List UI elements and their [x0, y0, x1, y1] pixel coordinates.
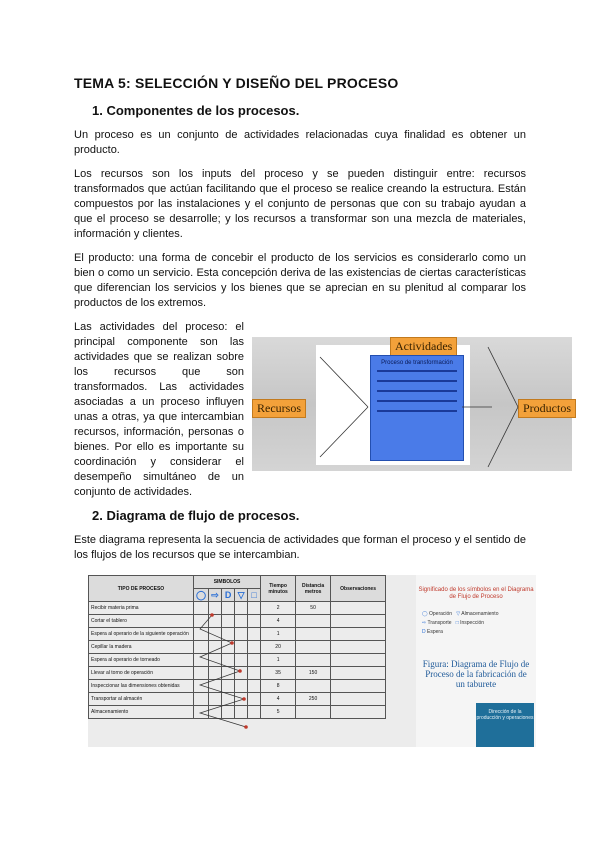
flow-arrows [252, 337, 572, 471]
row-observation [331, 667, 386, 680]
legend-inspection: Inspección [460, 620, 485, 626]
section-2-heading: 2. Diagrama de flujo de procesos. [92, 508, 300, 523]
process-title: Proceso de transformación [381, 360, 453, 366]
transport-icon: ⇨ [209, 589, 222, 602]
legend-transport: Transporte [427, 620, 452, 626]
row-distance [296, 706, 331, 719]
row-observation [331, 706, 386, 719]
operation-icon: ◯ [422, 611, 428, 617]
legend-list [422, 611, 530, 635]
row-step: Recibir materia prima [89, 602, 194, 615]
row-time: 1 [261, 654, 296, 667]
row-observation [331, 680, 386, 693]
row-step: Transportar al almacén [89, 693, 194, 706]
row-step: Cortar el tablero [89, 615, 194, 628]
header-time: Tiempo minutos [261, 576, 296, 602]
storage-icon: ▽ [456, 611, 461, 617]
row-distance: 50 [296, 602, 331, 615]
legend-storage: Almacenamiento [461, 611, 499, 617]
row-observation [331, 628, 386, 641]
header-symbols: SIMBOLOS [194, 576, 261, 589]
paragraph-diagram: Este diagrama representa la secuencia de actividades que forman el proceso y el sentido de los flujos de los recursos que se intercambian. [74, 534, 526, 561]
activities-label: Actividades [390, 337, 457, 356]
row-distance [296, 680, 331, 693]
storage-icon: ▽ [235, 589, 248, 602]
section-1-heading: 1. Componentes de los procesos. [92, 103, 300, 118]
inspection-icon: □ [455, 620, 459, 626]
row-time: 4 [261, 615, 296, 628]
operation-icon: ◯ [194, 589, 209, 602]
row-step: Espera al operario de torneado [89, 654, 194, 667]
row-distance [296, 615, 331, 628]
row-step: Cepillar la madera [89, 641, 194, 654]
row-time: 1 [261, 628, 296, 641]
row-distance: 150 [296, 667, 331, 680]
paragraph-resources: Los recursos son los inputs del proceso y se pueden distinguir entre: recursos transformados que actúan facilitando que el proceso se realice creando la estructura. Están compuestos por las instalaciones y el conjunto de personas que con su trabajo ayudan a que el proceso se desarrolle; y los recursos a transformar son una mezcla de materiales, información y clientes. [74, 168, 526, 240]
row-distance: 250 [296, 693, 331, 706]
book-cover [476, 703, 534, 747]
row-observation [331, 641, 386, 654]
row-time: 5 [261, 706, 296, 719]
wait-icon: D [422, 629, 426, 635]
page-title: TEMA 5: SELECCIÓN Y DISEÑO DEL PROCESO [74, 75, 399, 91]
legend-operation: Operación [429, 611, 453, 617]
row-step: Inspeccionar las dimensiones obtenidas [89, 680, 194, 693]
transport-icon: ⇨ [422, 620, 427, 626]
legend-panel [416, 575, 536, 747]
row-time: 2 [261, 602, 296, 615]
row-observation [331, 615, 386, 628]
paragraph-activities: Las actividades del proceso: el principal componente son las actividades que se realizan sobre los recursos que son transformados. Las actividades asociadas a un proceso influyen unas a otras, ya que intercambian recursos, información, personas o bienes. Por ello es importante su coordinación y considerar el desempeño simultáneo de un conjunto de actividades. [74, 321, 244, 498]
header-observations: Observaciones [331, 576, 386, 602]
row-observation [331, 602, 386, 615]
paragraph-process: Un proceso es un conjunto de actividades relacionadas cuya finalidad es obtener un producto. [74, 129, 526, 156]
row-time: 8 [261, 680, 296, 693]
row-step: Llevar al torno de operación [89, 667, 194, 680]
legend-title: Significado de los símbolos en el Diagrama de Flujo de Proceso [418, 587, 534, 600]
legend-wait: Espera [427, 629, 443, 635]
row-step: Espera al operario de la siguiente operación [89, 628, 194, 641]
row-distance [296, 654, 331, 667]
row-time: 20 [261, 641, 296, 654]
wait-icon: D [222, 589, 235, 602]
row-distance [296, 628, 331, 641]
row-time: 4 [261, 693, 296, 706]
header-distance: Distancia metros [296, 576, 331, 602]
row-distance [296, 641, 331, 654]
activities-figure [252, 337, 572, 471]
figure-caption: Figura: Diagrama de Flujo de Proceso de la fabricación de un taburete [422, 659, 530, 689]
row-time: 35 [261, 667, 296, 680]
flow-path [192, 611, 272, 747]
flow-diagram-figure [88, 575, 536, 747]
products-label: Productos [518, 399, 576, 418]
book-title: Dirección de la producción y operaciones [476, 709, 534, 721]
paragraph-product: El producto: una forma de concebir el producto de los servicios es considerarlo como un bien o como un servicio. Esta concepción deriva de las existencias de ciertas características que diferencian los servicios y los bienes que se aprecian en su plenitud al comparar los productos de los extremos. [74, 252, 526, 309]
row-observation [331, 654, 386, 667]
row-step: Almacenamiento [89, 706, 194, 719]
resources-label: Recursos [252, 399, 306, 418]
inspection-icon: □ [248, 589, 261, 602]
row-observation [331, 693, 386, 706]
header-process: TIPO DE PROCESO [89, 576, 194, 602]
